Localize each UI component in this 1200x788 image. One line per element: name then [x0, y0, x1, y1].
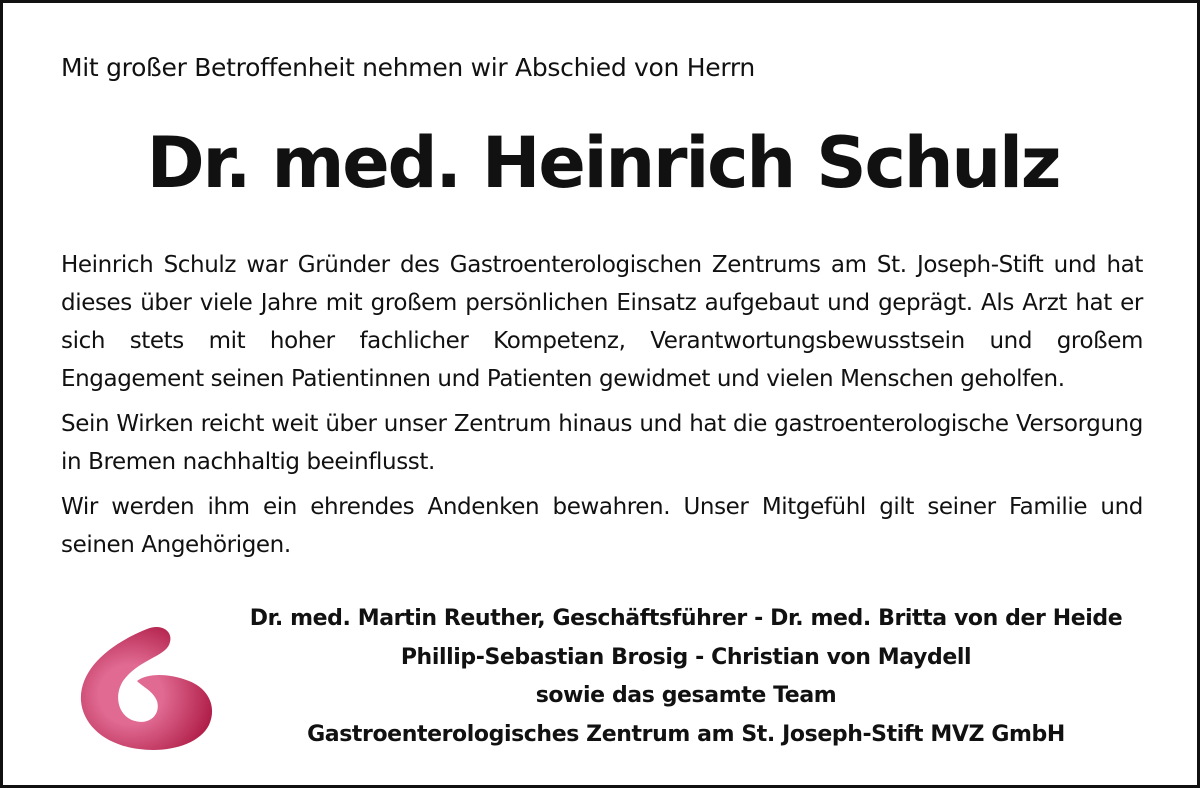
notice-body	[61, 246, 1143, 571]
paragraph-legacy: Sein Wirken reicht weit über unser Zentrum hinaus und hat die gastroenterologische Versorgung in Bremen nachhaltig beeinflusst.	[61, 411, 1143, 475]
signature-line-4: Gastroenterologisches Zentrum am St. Joseph-Stift MVZ GmbH	[307, 721, 1065, 747]
signature-line-3: sowie das gesamte Team	[535, 683, 837, 708]
signature-line-2: Phillip-Sebastian Brosig - Christian von Maydell	[400, 644, 972, 670]
paragraph-founder: Heinrich Schulz war Gründer des Gastroenterologischen Zentrums am St. Joseph-Stift und hat dieses über viele Jahre mit großem persönlichen Einsatz aufgebaut und geprägt. Als Arzt hat er sich stets mit hoher fachlicher Kompetenz, Verantwortungsbewusstsein und großem Engagement seinen Patientinnen und Patienten gewidmet und vielen Menschen geholfen.	[61, 252, 1143, 392]
paragraph-condolence: Wir werden ihm ein ehrendes Andenken bewahren. Unser Mitgefühl gilt seiner Familie und seinen Angehörigen.	[61, 494, 1143, 558]
intro-line: Mit großer Betroffenheit nehmen wir Abschied von Herrn	[61, 53, 755, 82]
signature-line-1: Dr. med. Martin Reuther, Geschäftsführer - Dr. med. Britta von der Heide	[249, 606, 1123, 631]
signature-block	[233, 600, 1139, 754]
stylized-g-logo-icon	[77, 621, 225, 753]
deceased-name: Dr. med. Heinrich Schulz	[146, 122, 1060, 204]
